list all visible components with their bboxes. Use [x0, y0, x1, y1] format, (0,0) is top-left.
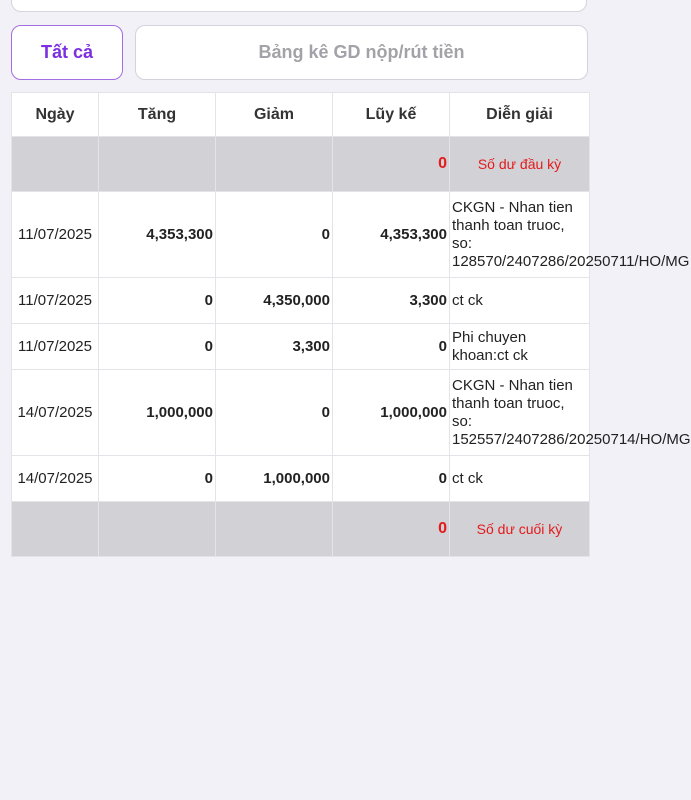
row-increase: 0 — [99, 324, 216, 370]
table-header-row — [12, 93, 590, 137]
row-cumulative: 0 — [333, 456, 450, 502]
row-cumulative: 3,300 — [333, 278, 450, 324]
closing-balance-value: 0 — [333, 502, 450, 557]
row-date: 11/07/2025 — [12, 324, 99, 370]
row-description: ct ck — [450, 278, 590, 324]
row-decrease: 0 — [216, 192, 333, 278]
column-header-decrease: Giảm — [216, 93, 333, 137]
empty-cell — [216, 502, 333, 557]
row-increase: 1,000,000 — [99, 370, 216, 456]
row-description: CKGN - Nhan tien thanh toan truoc, so: 152557/2407286/20250714/HO/MG — [450, 370, 590, 456]
row-description: CKGN - Nhan tien thanh toan truoc, so: 128570/2407286/20250711/HO/MG — [450, 192, 590, 278]
row-increase: 0 — [99, 456, 216, 502]
row-date: 14/07/2025 — [12, 456, 99, 502]
transaction-table — [11, 92, 691, 557]
closing-balance-row — [12, 502, 590, 557]
table-row[interactable] — [12, 370, 590, 456]
row-date: 11/07/2025 — [12, 278, 99, 324]
column-header-description: Diễn giải — [450, 93, 590, 137]
row-decrease: 1,000,000 — [216, 456, 333, 502]
report-type-button[interactable] — [135, 25, 588, 80]
empty-cell — [216, 137, 333, 192]
column-header-increase: Tăng — [99, 93, 216, 137]
table-row[interactable] — [12, 324, 590, 370]
row-cumulative: 1,000,000 — [333, 370, 450, 456]
opening-balance-value: 0 — [333, 137, 450, 192]
table-row[interactable] — [12, 192, 590, 278]
row-increase: 0 — [99, 278, 216, 324]
filter-all-button[interactable] — [11, 25, 123, 80]
closing-balance-label: Số dư cuối kỳ — [450, 502, 590, 557]
row-decrease: 3,300 — [216, 324, 333, 370]
empty-cell — [12, 137, 99, 192]
opening-balance-label: Số dư đầu kỳ — [450, 137, 590, 192]
row-cumulative: 0 — [333, 324, 450, 370]
row-decrease: 0 — [216, 370, 333, 456]
top-panel — [11, 0, 587, 12]
row-cumulative: 4,353,300 — [333, 192, 450, 278]
column-header-date: Ngày — [12, 93, 99, 137]
empty-cell — [12, 502, 99, 557]
opening-balance-row — [12, 137, 590, 192]
empty-cell — [99, 502, 216, 557]
empty-cell — [99, 137, 216, 192]
table-row[interactable] — [12, 456, 590, 502]
table-row[interactable] — [12, 278, 590, 324]
row-decrease: 4,350,000 — [216, 278, 333, 324]
row-description: Phi chuyen khoan:ct ck — [450, 324, 590, 370]
column-header-cumulative: Lũy kế — [333, 93, 450, 137]
row-increase: 4,353,300 — [99, 192, 216, 278]
row-date: 14/07/2025 — [12, 370, 99, 456]
row-date: 11/07/2025 — [12, 192, 99, 278]
row-description: ct ck — [450, 456, 590, 502]
filter-all-label: Tất cả — [40, 42, 94, 62]
report-type-label: Bảng kê GD nộp/rút tiền — [258, 42, 465, 62]
